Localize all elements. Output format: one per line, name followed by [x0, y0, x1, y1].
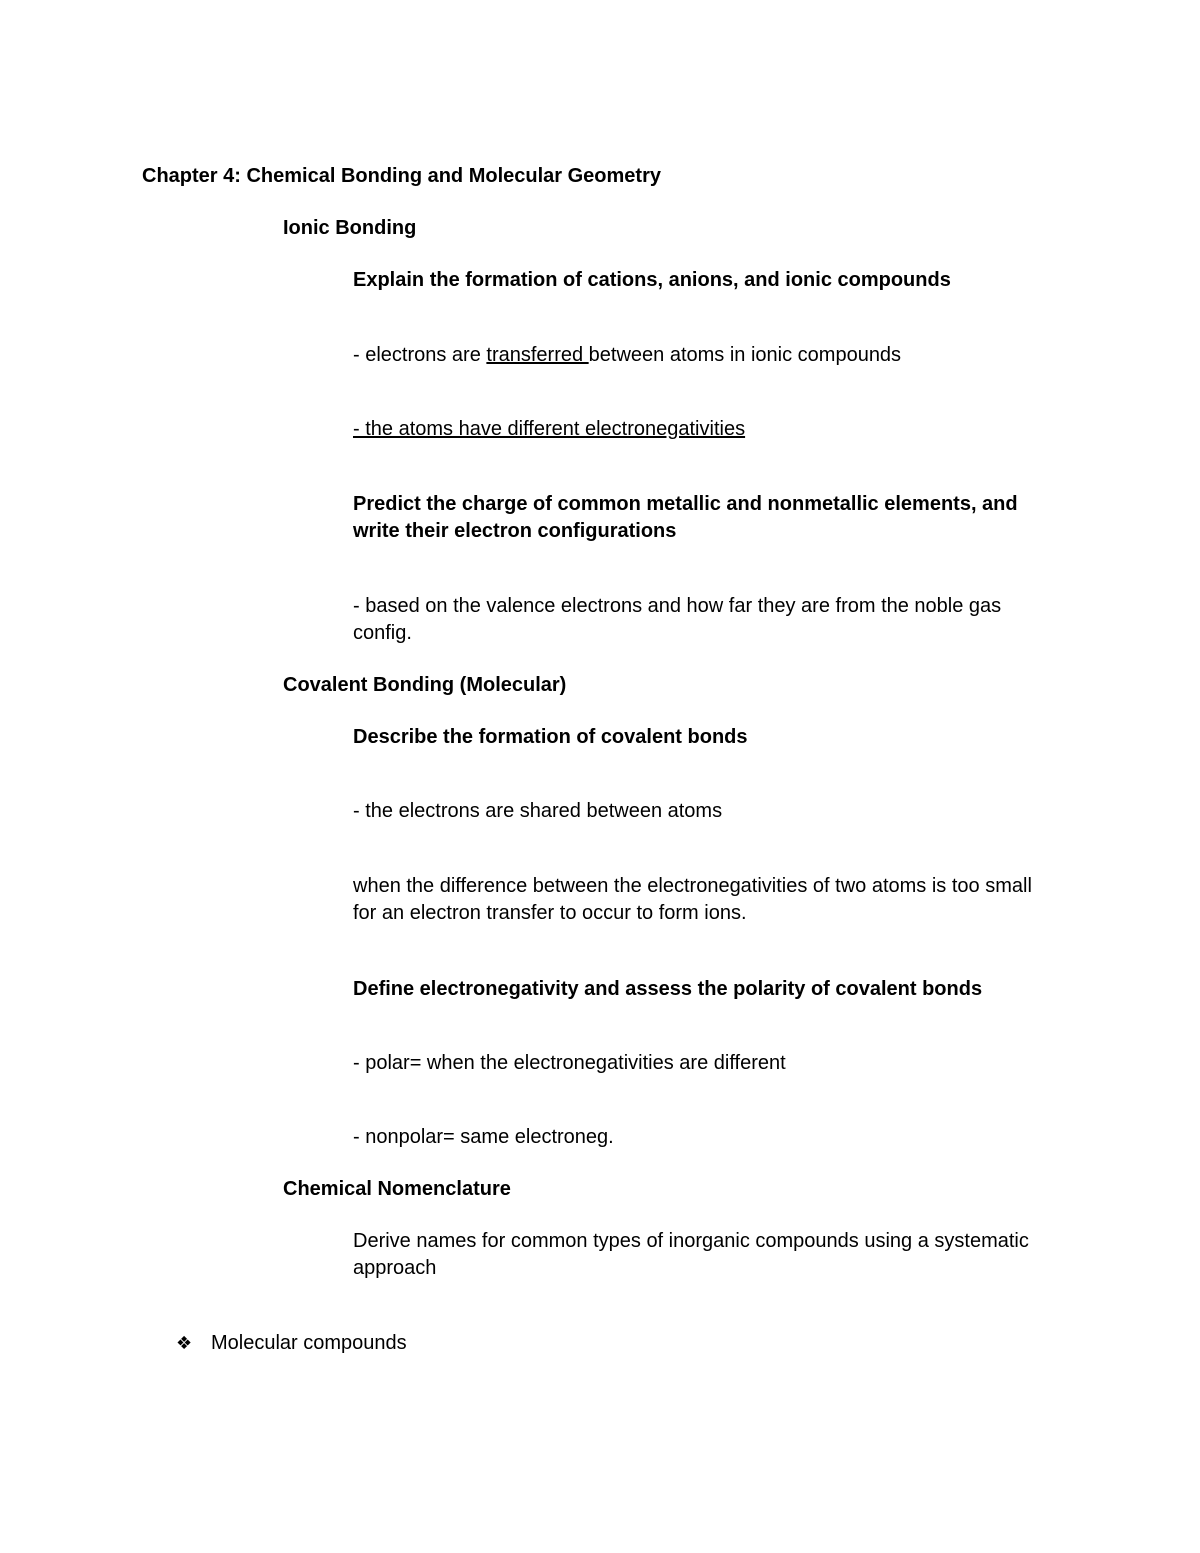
- note-valence-electrons-line1: - based on the valence electrons and how far they are from the noble gas: [353, 595, 1002, 617]
- underlined-term: transferred: [486, 344, 589, 366]
- note-difference-line2: for an electron transfer to occur to form ions.: [353, 902, 747, 924]
- objective-ionic-formation: Explain the formation of cations, anions, and ionic compounds: [353, 269, 951, 291]
- note-text: between atoms in ionic compounds: [588, 344, 902, 366]
- objective-nomenclature-line1: Derive names for common types of inorganic compounds using a systematic: [353, 1230, 1029, 1252]
- objective-electronegativity: Define electronegativity and assess the polarity of covalent bonds: [353, 978, 983, 1000]
- objective-predict-charge-line2: write their electron configurations: [353, 520, 677, 542]
- note-text: - electrons are: [353, 344, 487, 366]
- diamond-bullet-icon: ❖: [176, 1333, 193, 1354]
- chapter-title: Chapter 4: Chemical Bonding and Molecular Geometry: [142, 165, 661, 187]
- note-nonpolar: - nonpolar= same electroneg.: [353, 1126, 614, 1148]
- objective-nomenclature-line2: approach: [353, 1257, 437, 1279]
- section-heading-covalent: Covalent Bonding (Molecular): [283, 674, 567, 696]
- note-difference-line1: when the difference between the electronegativities of two atoms is too small: [353, 875, 1032, 897]
- note-electrons-transferred: [353, 342, 901, 369]
- objective-covalent-formation: Describe the formation of covalent bonds: [353, 726, 748, 748]
- objective-predict-charge-line1: Predict the charge of common metallic and nonmetallic elements, and: [353, 493, 1018, 515]
- note-polar: - polar= when the electronegativities are different: [353, 1052, 786, 1074]
- section-heading-nomenclature: Chemical Nomenclature: [283, 1178, 511, 1200]
- note-different-electronegativities: - the atoms have different electronegativities: [353, 418, 746, 440]
- note-electrons-shared: - the electrons are shared between atoms: [353, 800, 723, 822]
- note-valence-electrons-line2: config.: [353, 622, 412, 644]
- section-heading-ionic: Ionic Bonding: [283, 217, 417, 239]
- bullet-item-molecular-compounds: Molecular compounds: [211, 1332, 407, 1354]
